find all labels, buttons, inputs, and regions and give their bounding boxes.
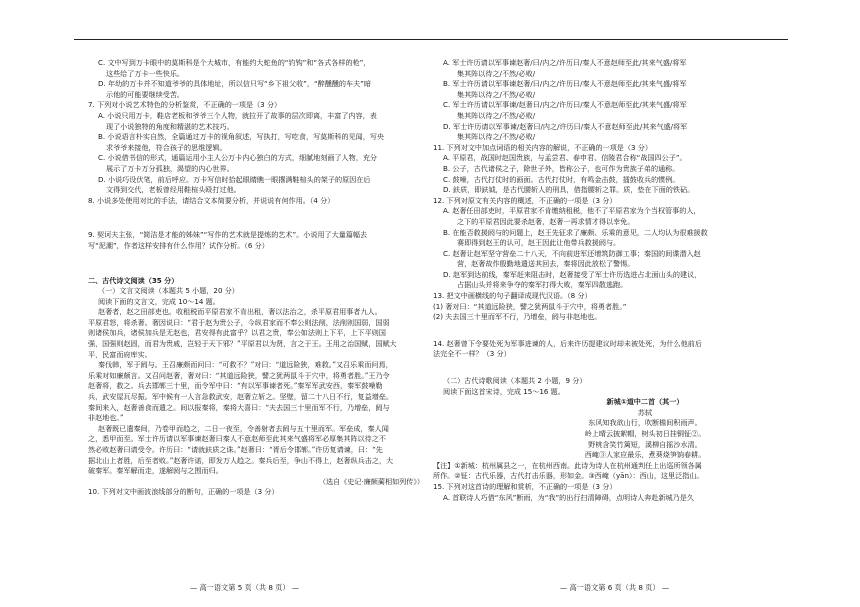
right-text-line: C. 赵奢让赵军坚守营垒二十八天，不向前进军还增筑防御工事；秦国的间谍潜入赵	[443, 248, 701, 258]
right-text-line: (2) 夫去国三十里而军不行，乃增垒，阏与非赵地也。	[433, 312, 602, 322]
left-text-line: D. 年幼的万卡并不知道爷爷的具体地址，所以信只写“乡下祖父收”，“醉醺醺的车夫”暗	[98, 79, 371, 89]
right-text-line: 【注】①新城：杭州属县之一，在杭州西南。此诗为诗人在杭州通判任上出巡所领各属	[433, 460, 702, 470]
right-page-column	[433, 58, 857, 503]
left-text-line: 10. 下列对文中画波浪线部分的断句，正确的一项是（3 分）	[88, 487, 279, 497]
left-text-line: 示他的可能要继续受苦。	[106, 89, 185, 99]
left-text-line: 8. 小说多处使用对比的手法，请结合文本简要分析，并说说有何作用。（4 分）	[88, 195, 335, 205]
right-text-line: C. 鼓噪，古代打仗时的画面。古代打仗时，有鸣金击鼓，擂鼓收兵的惯例。	[443, 174, 680, 184]
left-text-line: 非赵地也。”	[88, 413, 124, 423]
left-text-line: 然必败赵奢曰请受令。许历曰：“请就鈇质之诛。”赵奢曰：“胥后令邯郸。”许历复请谏，曰：“先	[88, 445, 383, 454]
left-text-line: 则诸侯加兵，诸侯加兵是无赵也，君安得有此富乎？以君之贵，奉公如法则上下平，上下平则国	[88, 328, 386, 338]
left-text-line: B. 小说语言朴实自然，全篇通过万卡的视角叙述，写执打，写吃食，写莫斯科的见闻，写央	[98, 132, 385, 142]
left-text-line: 兵，武安屋瓦尽振。军中候有一人言急救武安，赵奢立斩之。坚壁，留二十八日不行，复益增垒。	[88, 392, 394, 402]
right-text-line: (1) 奢对曰：“其道远险狭，譬之犹两鼠斗于穴中，将勇者胜。”	[433, 301, 627, 311]
right-text-line: 12. 下列对原文有关内容的概述，不正确的一项是（3 分）	[433, 195, 617, 205]
left-text-line	[88, 206, 424, 230]
right-text-line	[433, 360, 857, 376]
right-text-line: 阅读下面这首宋诗，完成 15～16 题。	[443, 386, 565, 396]
right-text-line: A. 首联诗人巧借“东风”断雨，为“我”的出行扫清障碍，点明诗人奔赴新城乃是久	[443, 492, 694, 502]
left-text-line: 赵奢将，救之。兵去邯郸三十里，而令军中曰：“有以军事谏者死。”秦军军武安西，秦军鼓噪勒	[88, 381, 383, 391]
left-text-line: 二、古代诗文阅读（35 分）	[88, 275, 179, 285]
right-text-line: 法完全不一样？（3 分）	[433, 349, 511, 359]
left-text-line: 据北山上者胜，后至者败。”赵奢许诺，即发万人趋之。秦兵后至，争山不得上，赵奢纵兵击之，大	[88, 455, 394, 465]
left-text-line: 求爷爷来接他，符合孩子的思维逻辑。	[106, 142, 227, 152]
right-page-footer: — 高一语文第 6 页（共 8 页） —	[560, 583, 670, 592]
left-text-line: 乐乘对如廉颇言。又召问赵奢，奢对曰：“其道远险狭，譬之犹两鼠斗于穴中，将勇者胜。”王乃令	[88, 370, 390, 380]
right-text-line: 集其阵以待之/不然/必败/	[457, 132, 536, 142]
right-text-line: 东风知我欲山行，吹断檐间积雨声。	[588, 418, 702, 428]
right-text-line: 集其阵以待之/不然/必败/	[457, 110, 536, 120]
left-text-line: C. 文中写到万卡眼中的莫斯科是个大城市，有能约大蛇鱼的“钓钩”和“各式各样的枪”，	[98, 58, 371, 67]
left-text-line: 赵奢既已遣秦间，乃卷甲而趋之，二日一夜至，令善射者去阏与五十里而军。军垒成，秦人闻	[98, 423, 389, 433]
right-text-line: B. 公子，古代诸侯之子，除世子外，皆称公子，也可作为贵族子弟的通称。	[443, 163, 680, 173]
left-text-line: 写“泥潮”，作者这样安排有什么作用？试作分析。（6 分）	[88, 240, 269, 250]
right-text-line: 集其阵以待之/不然/必败/	[457, 89, 536, 99]
left-page-footer: — 高一语文第 5 页（共 8 页） —	[190, 583, 300, 592]
left-page-column	[88, 58, 424, 498]
left-text-line: 秦间来入，赵奢善食而遣之。间以报秦将，秦将大喜曰：“夫去国三十里而军不行，乃增垒，阏与	[88, 402, 390, 412]
right-text-line	[433, 323, 857, 339]
right-text-line: 苏轼	[637, 407, 653, 417]
left-text-line: （一）文言文阅读（本题共 5 小题，20 分）	[98, 286, 239, 296]
left-text-line: 9. 契诃夫主张，“简洁是才能的姊妹”“写作的艺术就是提炼的艺术”。小说用了大量篇幅去	[88, 230, 368, 240]
right-text-line: 15. 下列对这首诗的理解和赏析，不正确的一项是（3 分）	[433, 481, 617, 491]
right-text-line: 占据山头并将来争夺的秦军打得大败，秦军四散逃跑。	[457, 280, 628, 290]
right-text-line: C. 军士许历请以军事谏/赵奢曰/内之/许历曰/秦人不意赵师至此/其来气盛/将军	[443, 100, 687, 110]
left-text-line: 展示了万卡万分孤独，渴望的内心世界。	[106, 163, 234, 173]
right-text-line: 集其阵以待之/不然/必败/	[457, 68, 536, 78]
right-text-line: A. 军士许历请以军事谏赵奢/曰/内之/许历曰/秦人不意赵师至此/其来气盛/将军	[443, 58, 687, 67]
left-text-line: 文得到交代，老板曾经用鞋楦头殴打过他。	[106, 185, 241, 195]
left-text-line: 之，悉甲而至。军士许历请以军事谏赵奢曰秦人不意赵师至此其来气盛将军必厚集其阵以待之不	[88, 434, 386, 444]
left-text-line: 强，国强则赵固，而君为贵戚，岂轻于天下邪？”平原君以为贤，言之于王。王用之治国赋，国赋大	[88, 339, 397, 349]
right-text-line: D. 军士许历请以军事谏/赵奢曰/内之/许历曰/秦人不意赵师至此/其来气盛/将军	[443, 121, 688, 131]
right-text-line: 之下的平原君因此要杀赵奢，赵奢一再求情才得以幸免。	[457, 216, 635, 226]
right-text-line: （二）古代诗歌阅读（本题共 2 小题，9 分）	[443, 376, 587, 386]
left-text-line: 秦伐韩，军于阏与。王召廉颇而问曰：“可救不？”对曰：“道远险狭，难救。”又召乐乘而问焉，	[98, 360, 393, 370]
left-text-line: 破秦军。秦军解而走，遂解阏与之围而归。	[88, 466, 223, 476]
left-text-line: C. 小说借书信的形式，通篇运用小主人公万卡内心独白的方式，细腻地刻画了人物，充分	[98, 153, 378, 163]
right-text-line: B. 在能否救援阏与的问题上，赵王先征求了廉颇、乐乘的意见，二人均认为很难援救	[443, 227, 708, 237]
right-text-line: D. 鈇质，即鈇钺，是古代腰斩人的刑具，借指腰斩之罪。质，垫在下面的铁砧。	[443, 185, 695, 195]
left-text-line: 这些给了万卡一些快乐。	[106, 68, 185, 78]
right-text-line: B. 军士许历请以军事谏赵奢/曰/内之/许历曰/秦人不意赵师至此/其来气盛/将军	[443, 79, 687, 89]
left-text-line: （选自《史记·廉颇蔺相如列传》）	[318, 476, 424, 486]
left-text-line: 平原君怒，将杀奢。奢因说曰：“君于赵为贵公子，今纵君家而不奉公则法削，法削则国弱，国弱	[88, 317, 390, 327]
right-text-line: 14. 赵奢曾下令要处死为军事进谏的人，后来许历提建议时却未被处死，为什么他前后	[433, 338, 702, 348]
left-text-line: 赵奢者，赵之田部吏也。收租税而平原君家不肯出租，奢以法治之，杀平原君用事者九人。	[98, 307, 382, 317]
right-text-line: 岭上晴云披絮帽，树头初日挂铜钲②。	[584, 429, 706, 438]
right-text-line: 西崦③人家应最乐，煮葵烧笋饷春耕。	[584, 450, 706, 460]
left-text-line: 平，民富而府库实。	[88, 349, 152, 359]
left-text-line: 阅读下面的文言文，完成 10～14 题。	[98, 296, 220, 306]
right-text-line: D. 赵军到达前线，秦军赶来阻击时，赵奢接受了军士许历选进占北面山头的建议，	[443, 269, 702, 279]
header-rule	[74, 39, 788, 40]
left-text-line: A. 小说只用万卡，鞋店老板和爷爷三个人物，就拉开了故事的层次即离，丰富了内容，表	[98, 110, 377, 120]
right-text-line: A. 赵奢任田部吏时，平原君家不肯缴纳租税，他不了平原君家为个当权管事的人，	[443, 206, 701, 216]
left-text-line: 7. 下列对小说艺术特色的分析鉴赏，不正确的一项是（3 分）	[88, 100, 282, 110]
right-text-line: 营，赵奢故作殷勤地遣送其回去，秦将因此放松了警惕。	[457, 259, 635, 269]
left-text-line: 现了小说独特的角度和精湛的艺术技巧。	[106, 121, 234, 131]
right-text-line: 11. 下列对文中加点词语的相关内容的解说，不正确的一项是（3 分）	[433, 142, 652, 152]
right-text-line: 所作。②钲：古代乐器，古代打击乐器，形如金。③西崦（yān）：西山，这里泛指山。	[433, 471, 704, 481]
left-text-line	[88, 252, 424, 276]
right-text-line: 野桃含笑竹篱短，溪柳自摇沙水清。	[588, 439, 702, 449]
right-text-line: 13. 把文中画横线的句子翻译成现代汉语。（8 分）	[433, 291, 592, 301]
right-text-line: 赛即得到赵王的认可，赵王因此让他带兵救援阏与。	[457, 238, 621, 248]
left-text-line: D. 小说巧设伏笔，前后呼应。万卡写信时拾起眼睛瞧一眼撂满鞋楦头的架子的原因在后	[98, 174, 371, 184]
right-text-line: 新城①道中二首（其一）	[606, 397, 684, 407]
right-text-line: A. 平原君，战国时赵国贵族，与孟尝君、春申君、信陵君合称“战国四公子”。	[443, 153, 687, 163]
